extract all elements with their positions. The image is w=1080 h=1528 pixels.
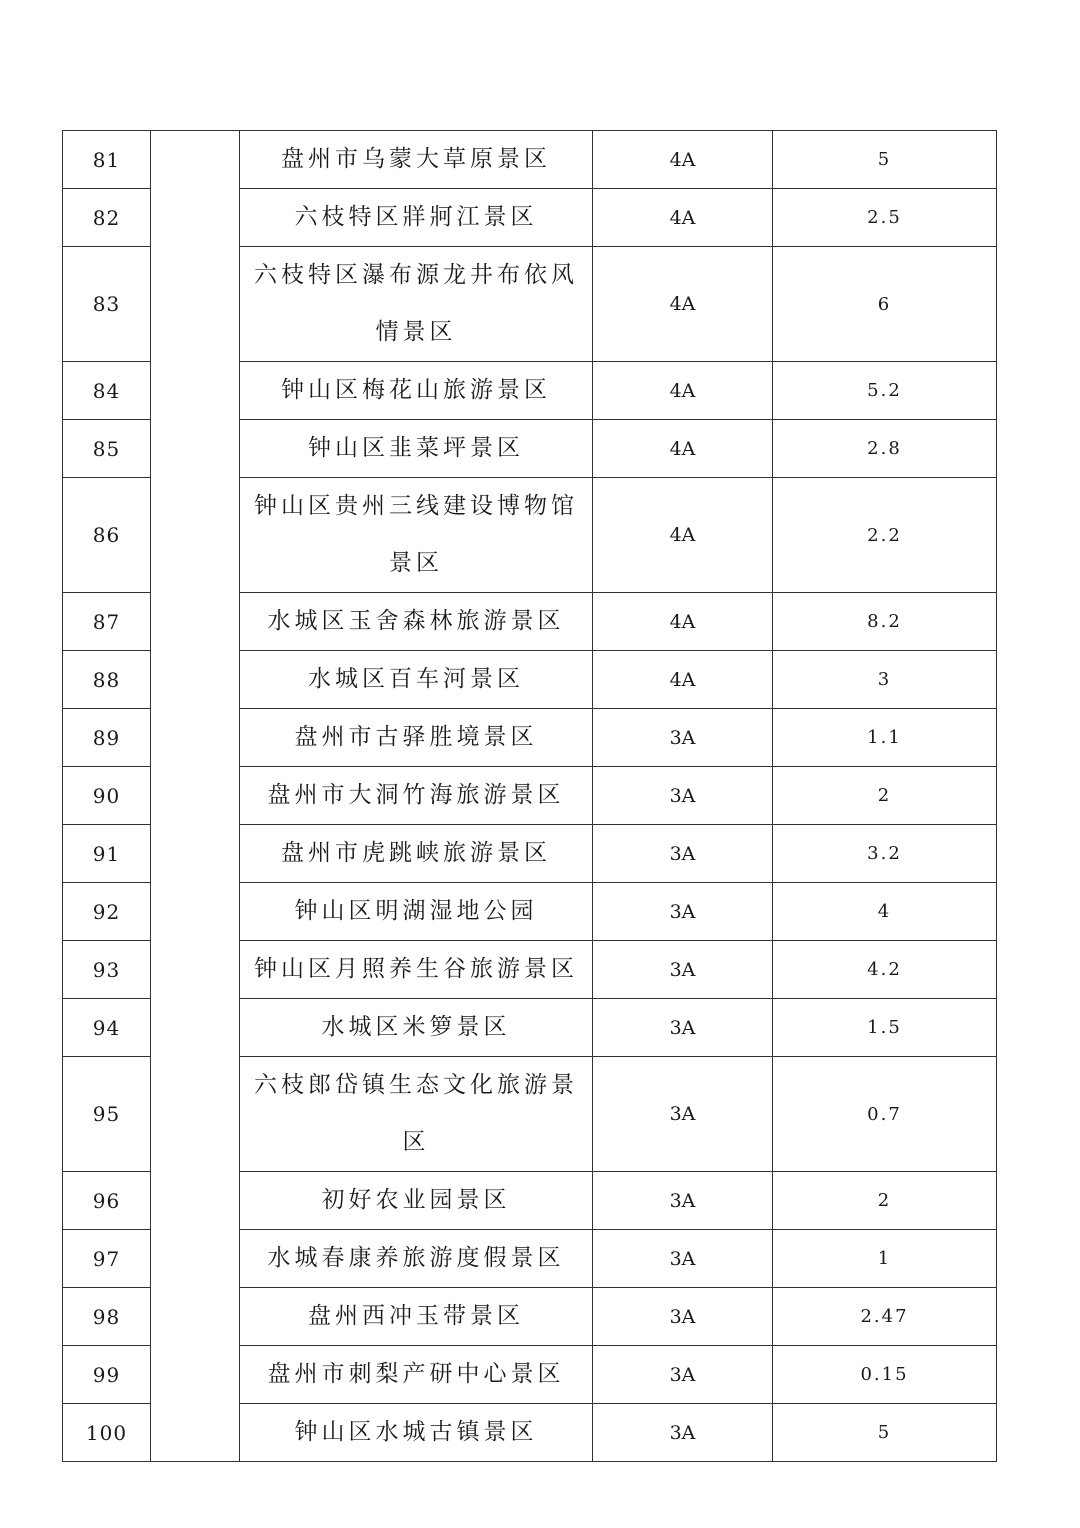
row-number-cell: 99 bbox=[63, 1346, 151, 1404]
row-number-cell: 89 bbox=[63, 709, 151, 767]
scenic-level-cell: 3A bbox=[593, 941, 773, 999]
row-number-cell: 100 bbox=[63, 1404, 151, 1462]
table-row bbox=[63, 131, 997, 189]
scenic-level-cell: 3A bbox=[593, 1172, 773, 1230]
scenic-level-cell: 4A bbox=[593, 420, 773, 478]
scenic-area-name-cell: 盘州西冲玉带景区 bbox=[240, 1288, 593, 1346]
scenic-level-cell: 3A bbox=[593, 825, 773, 883]
value-cell: 0.7 bbox=[773, 1057, 997, 1172]
row-number-cell: 88 bbox=[63, 651, 151, 709]
scenic-level-cell: 3A bbox=[593, 1404, 773, 1462]
scenic-area-name-cell: 盘州市大洞竹海旅游景区 bbox=[240, 767, 593, 825]
row-number-cell: 97 bbox=[63, 1230, 151, 1288]
row-number-cell: 82 bbox=[63, 189, 151, 247]
value-cell: 6 bbox=[773, 247, 997, 362]
scenic-level-cell: 3A bbox=[593, 767, 773, 825]
value-cell: 5.2 bbox=[773, 362, 997, 420]
value-cell: 3.2 bbox=[773, 825, 997, 883]
scenic-area-name-cell: 盘州市古驿胜境景区 bbox=[240, 709, 593, 767]
row-number-cell: 91 bbox=[63, 825, 151, 883]
row-number-cell: 81 bbox=[63, 131, 151, 189]
scenic-area-name-cell: 钟山区梅花山旅游景区 bbox=[240, 362, 593, 420]
scenic-level-cell: 3A bbox=[593, 1057, 773, 1172]
scenic-level-cell: 4A bbox=[593, 362, 773, 420]
value-cell: 5 bbox=[773, 1404, 997, 1462]
value-cell: 4 bbox=[773, 883, 997, 941]
value-cell: 2.8 bbox=[773, 420, 997, 478]
scenic-area-name-cell: 水城区米箩景区 bbox=[240, 999, 593, 1057]
scenic-area-name-cell: 水城春康养旅游度假景区 bbox=[240, 1230, 593, 1288]
scenic-level-cell: 4A bbox=[593, 189, 773, 247]
scenic-level-cell: 4A bbox=[593, 651, 773, 709]
scenic-area-name-cell: 六枝特区瀑布源龙井布依风情景区 bbox=[240, 247, 593, 362]
scenic-area-name-cell: 钟山区贵州三线建设博物馆景区 bbox=[240, 478, 593, 593]
value-cell: 4.2 bbox=[773, 941, 997, 999]
row-number-cell: 96 bbox=[63, 1172, 151, 1230]
value-cell: 1.1 bbox=[773, 709, 997, 767]
table-body bbox=[63, 131, 997, 1462]
scenic-area-name-cell: 盘州市刺梨产研中心景区 bbox=[240, 1346, 593, 1404]
scenic-level-cell: 4A bbox=[593, 131, 773, 189]
scenic-area-name-cell: 盘州市乌蒙大草原景区 bbox=[240, 131, 593, 189]
value-cell: 5 bbox=[773, 131, 997, 189]
row-number-cell: 98 bbox=[63, 1288, 151, 1346]
scenic-level-cell: 3A bbox=[593, 999, 773, 1057]
scenic-area-name-cell: 钟山区明湖湿地公园 bbox=[240, 883, 593, 941]
scenic-level-cell: 3A bbox=[593, 1288, 773, 1346]
row-number-cell: 95 bbox=[63, 1057, 151, 1172]
row-number-cell: 86 bbox=[63, 478, 151, 593]
scenic-area-name-cell: 六枝特区牂牁江景区 bbox=[240, 189, 593, 247]
row-number-cell: 93 bbox=[63, 941, 151, 999]
scenic-level-cell: 3A bbox=[593, 709, 773, 767]
row-number-cell: 84 bbox=[63, 362, 151, 420]
scenic-area-name-cell: 钟山区月照养生谷旅游景区 bbox=[240, 941, 593, 999]
value-cell: 2.2 bbox=[773, 478, 997, 593]
scenic-area-name-cell: 水城区玉舍森林旅游景区 bbox=[240, 593, 593, 651]
scenic-area-name-cell: 钟山区水城古镇景区 bbox=[240, 1404, 593, 1462]
scenic-level-cell: 3A bbox=[593, 883, 773, 941]
scenic-level-cell: 4A bbox=[593, 593, 773, 651]
value-cell: 1.5 bbox=[773, 999, 997, 1057]
value-cell: 8.2 bbox=[773, 593, 997, 651]
value-cell: 2 bbox=[773, 1172, 997, 1230]
row-number-cell: 85 bbox=[63, 420, 151, 478]
scenic-level-cell: 3A bbox=[593, 1346, 773, 1404]
scenic-area-table bbox=[62, 130, 997, 1462]
scenic-area-name-cell: 盘州市虎跳峡旅游景区 bbox=[240, 825, 593, 883]
scenic-area-name-cell: 钟山区韭菜坪景区 bbox=[240, 420, 593, 478]
value-cell: 0.15 bbox=[773, 1346, 997, 1404]
value-cell: 1 bbox=[773, 1230, 997, 1288]
scenic-area-name-cell: 水城区百车河景区 bbox=[240, 651, 593, 709]
scenic-level-cell: 3A bbox=[593, 1230, 773, 1288]
scenic-level-cell: 4A bbox=[593, 478, 773, 593]
row-number-cell: 94 bbox=[63, 999, 151, 1057]
row-number-cell: 90 bbox=[63, 767, 151, 825]
row-number-cell: 87 bbox=[63, 593, 151, 651]
row-number-cell: 83 bbox=[63, 247, 151, 362]
row-number-cell: 92 bbox=[63, 883, 151, 941]
scenic-area-name-cell: 六枝郎岱镇生态文化旅游景区 bbox=[240, 1057, 593, 1172]
value-cell: 2 bbox=[773, 767, 997, 825]
value-cell: 2.47 bbox=[773, 1288, 997, 1346]
scenic-level-cell: 4A bbox=[593, 247, 773, 362]
merged-empty-cell bbox=[151, 131, 240, 1462]
value-cell: 3 bbox=[773, 651, 997, 709]
value-cell: 2.5 bbox=[773, 189, 997, 247]
scenic-area-name-cell: 初好农业园景区 bbox=[240, 1172, 593, 1230]
